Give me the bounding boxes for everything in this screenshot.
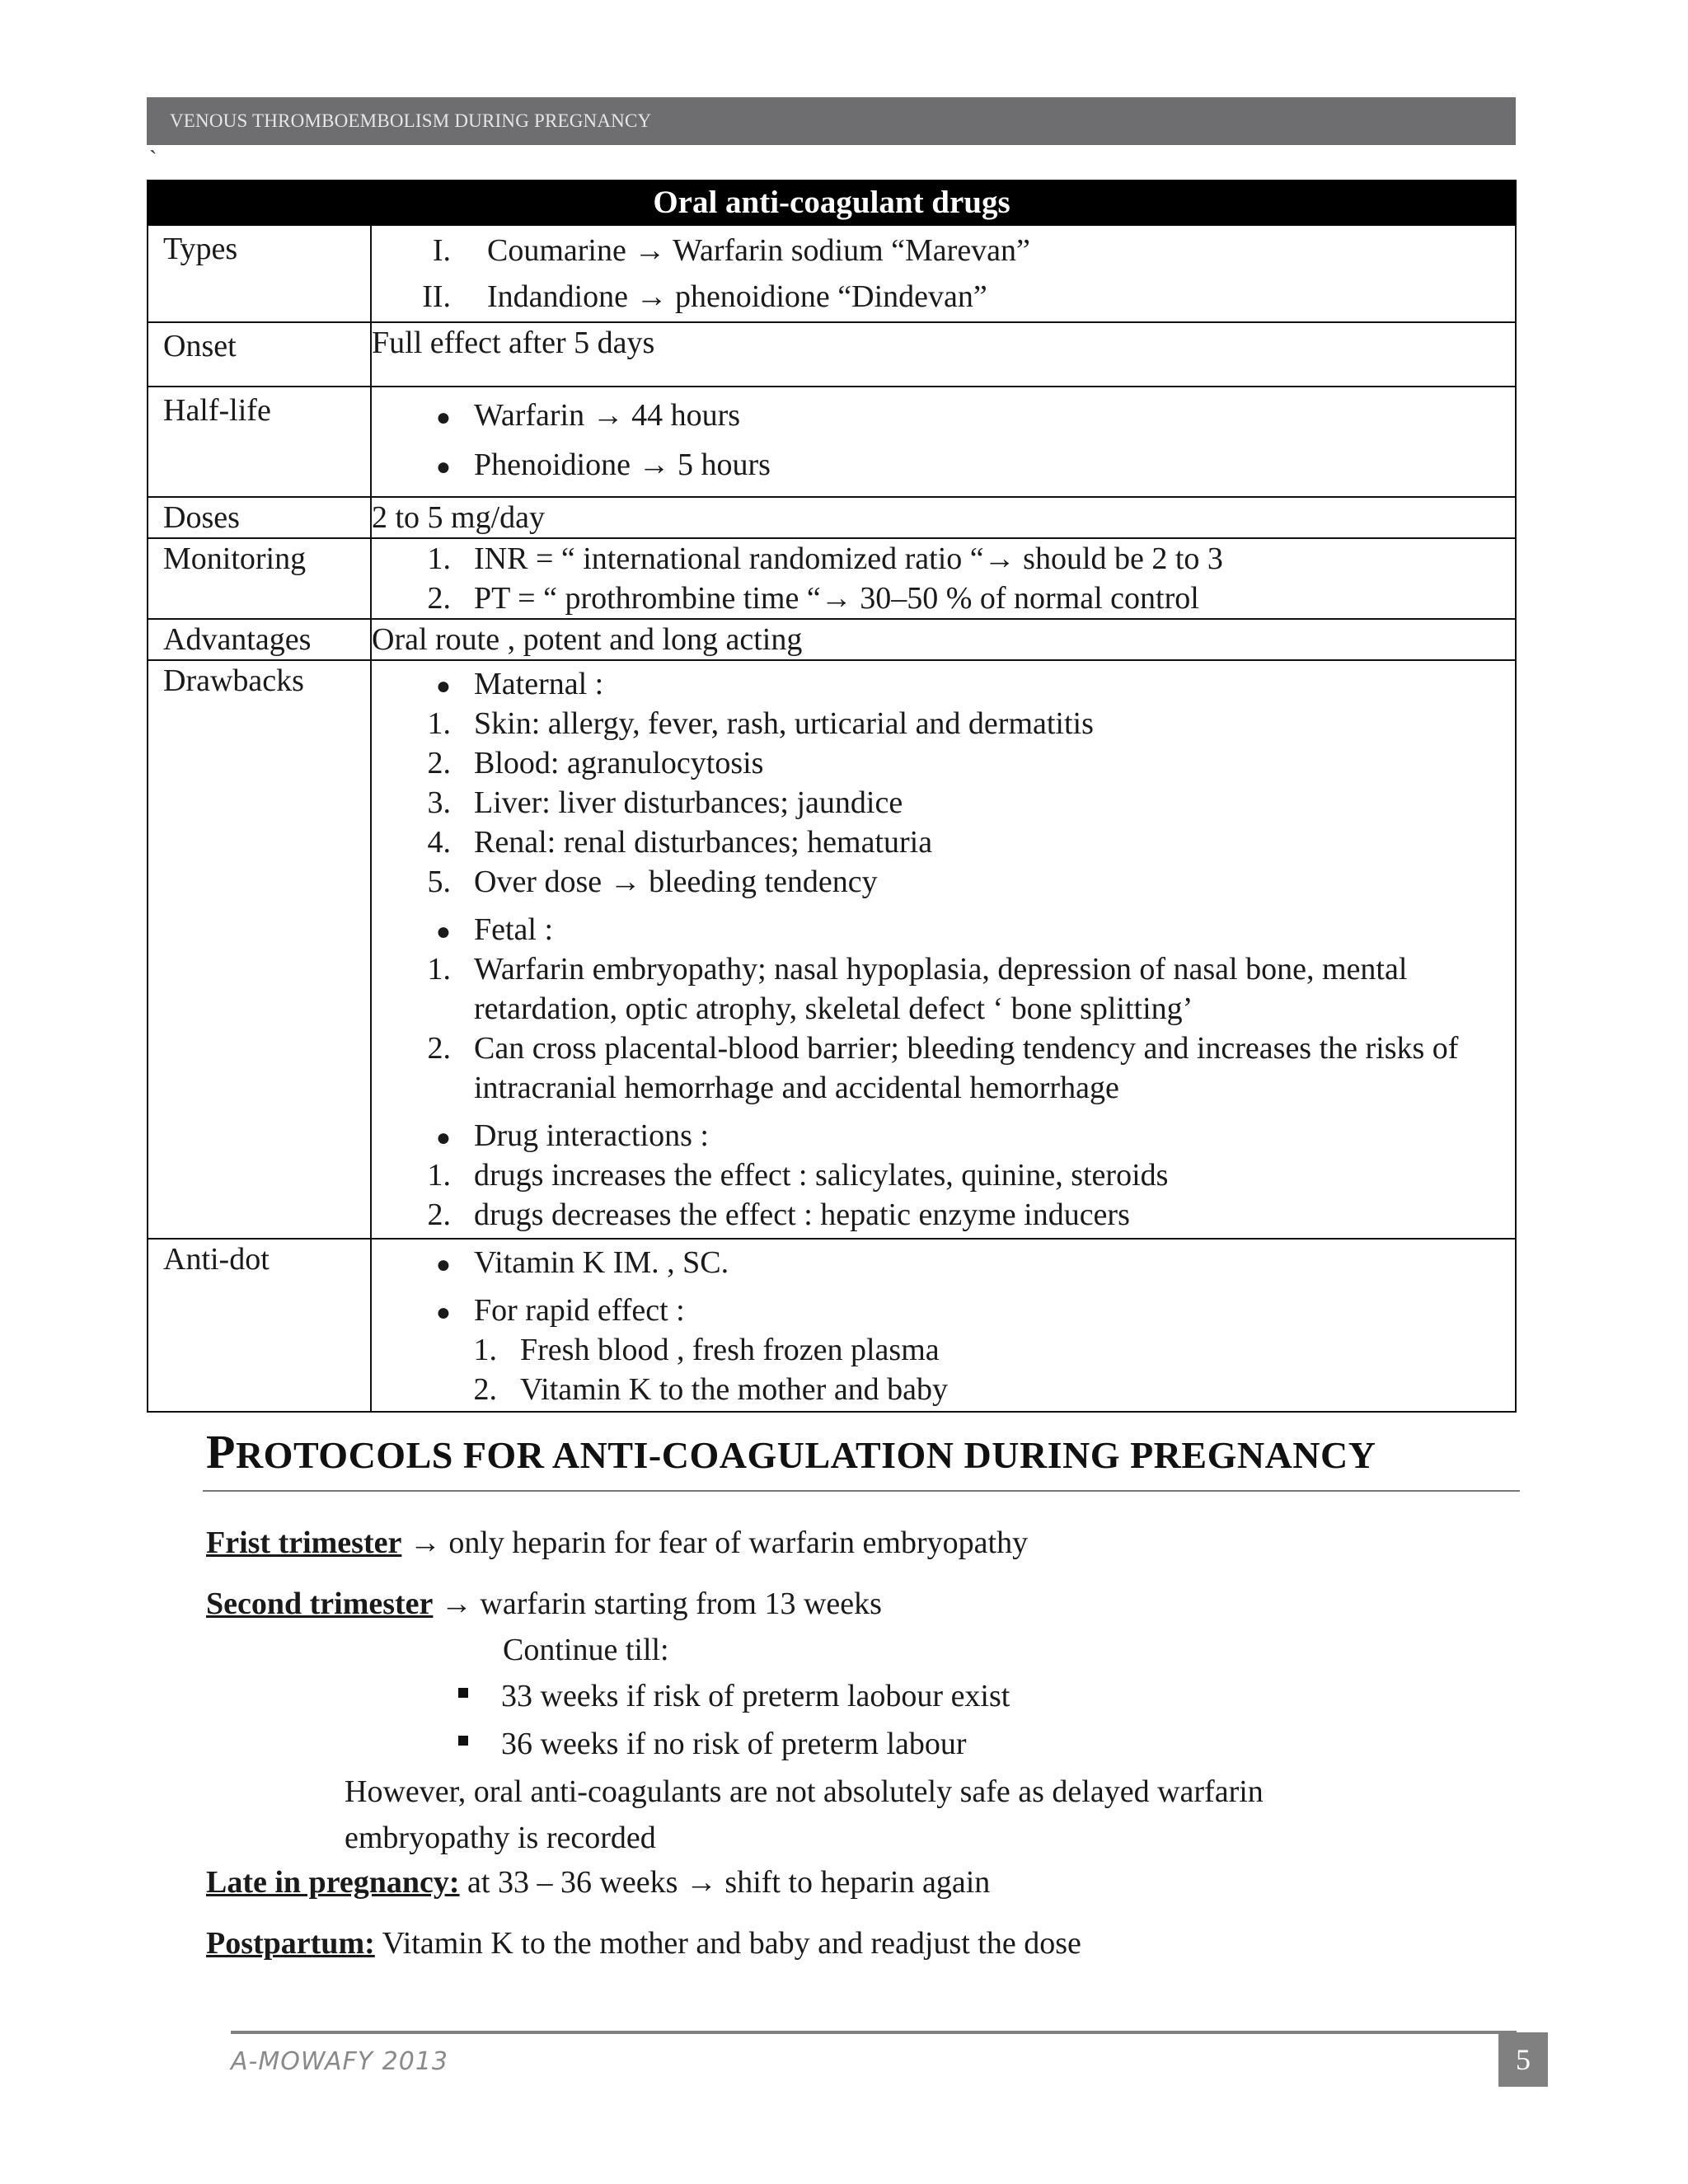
protocol-note: However, oral anti-coagulants are not absolutely safe as delayed warfarin xyxy=(345,1774,1264,1809)
list-item: Liver: liver disturbances; jaundice xyxy=(474,785,903,820)
square-bullet-icon xyxy=(458,1688,468,1698)
protocol-first-trimester xyxy=(206,1523,1028,1563)
protocol-second-trimester xyxy=(206,1584,882,1624)
list-marker: 3. xyxy=(427,785,451,820)
list-item: Blood: agranulocytosis xyxy=(474,746,764,780)
table-row xyxy=(148,619,1516,660)
table-row xyxy=(148,1239,1516,1412)
list-item: drugs decreases the effect : hepatic enzyme inducers xyxy=(474,1197,1130,1232)
list-item: Vitamin K IM. , SC. xyxy=(474,1245,729,1280)
row-value-monitoring xyxy=(371,538,1516,619)
oral-anticoagulant-table xyxy=(147,180,1517,1413)
protocol-text: → only heparin for fear of warfarin embryopathy xyxy=(401,1526,1029,1560)
list-item: Indandione → phenoidione “Dindevan” xyxy=(487,279,987,314)
drawbacks-maternal-heading: Maternal : xyxy=(474,667,604,701)
protocol-text: → warfarin starting from 13 weeks xyxy=(433,1586,882,1621)
row-value-drawbacks xyxy=(371,660,1516,1239)
list-marker: 2. xyxy=(427,1031,451,1066)
list-marker: 1. xyxy=(427,1158,451,1193)
list-marker: 1. xyxy=(427,541,451,576)
page-number: 5 xyxy=(1498,2032,1548,2087)
list-item: Vitamin K to the mother and baby xyxy=(520,1372,949,1407)
list-item: For rapid effect : xyxy=(474,1293,685,1328)
list-marker: 1. xyxy=(473,1333,497,1367)
row-label-onset: Onset xyxy=(148,322,371,387)
table-title: Oral anti-coagulant drugs xyxy=(148,180,1516,225)
row-label-monitoring: Monitoring xyxy=(148,538,371,619)
bullet-icon: ● xyxy=(435,453,451,480)
protocol-label: Postpartum: xyxy=(206,1926,375,1961)
drawbacks-interactions-heading: Drug interactions : xyxy=(474,1118,709,1153)
row-label-antidote: Anti-dot xyxy=(148,1239,371,1412)
list-marker: 1. xyxy=(427,952,451,987)
table-row xyxy=(148,225,1516,322)
row-label-half-life: Half-life xyxy=(148,387,371,497)
row-label-types: Types xyxy=(148,225,371,322)
table-row xyxy=(148,387,1516,497)
bullet-icon: ● xyxy=(435,1124,451,1151)
row-label-doses: Doses xyxy=(148,497,371,538)
footer-divider xyxy=(231,2031,1517,2034)
list-marker: 2. xyxy=(427,1197,451,1232)
stray-mark: ` xyxy=(149,147,157,172)
table-row xyxy=(148,660,1516,1239)
row-value-half-life xyxy=(371,387,1516,497)
list-item: Over dose → bleeding tendency xyxy=(474,865,878,899)
bullet-icon: ● xyxy=(435,1299,451,1326)
list-item: INR = “ international randomized ratio “→ should be 2 to 3 xyxy=(474,541,1223,576)
list-marker: 1. xyxy=(427,706,451,741)
running-header: VENOUS THROMBOEMBOLISM DURING PREGNANCY xyxy=(147,97,1516,145)
row-value-antidote xyxy=(371,1239,1516,1412)
protocol-note: embryopathy is recorded xyxy=(345,1821,656,1855)
protocol-label: Second trimester xyxy=(206,1586,434,1621)
protocol-postpartum xyxy=(206,1924,1081,1963)
footer-author: A-MOWAFY 2013 xyxy=(231,2047,449,2076)
bullet-icon: ● xyxy=(435,404,451,431)
list-marker: 2. xyxy=(427,581,451,616)
list-item: Warfarin → 44 hours xyxy=(474,398,741,433)
list-item: Fresh blood , fresh frozen plasma xyxy=(520,1333,940,1367)
list-item: Can cross placental-blood barrier; bleeding tendency and increases the risks of intracranial hemorrhage and accidental hemorrhage xyxy=(474,1031,1459,1105)
protocol-label: Frist trimester xyxy=(206,1526,402,1560)
list-item: Warfarin embryopathy; nasal hypoplasia, depression of nasal bone, mental retardation, optic atrophy, skeletal defect ‘ bone splitting’ xyxy=(474,952,1408,1026)
bullet-icon: ● xyxy=(435,1251,451,1278)
protocol-option: 33 weeks if risk of preterm laobour exist xyxy=(458,1676,1010,1716)
section-heading: PROTOCOLS FOR ANTI-COAGULATION DURING PREGNANCY xyxy=(206,1425,1376,1479)
bullet-icon: ● xyxy=(435,673,451,700)
list-marker: II. xyxy=(422,279,451,314)
list-item: Phenoidione → 5 hours xyxy=(474,448,771,482)
list-marker: I. xyxy=(432,233,451,268)
row-label-advantages: Advantages xyxy=(148,619,371,660)
list-marker: 2. xyxy=(473,1372,497,1407)
protocol-late-pregnancy xyxy=(206,1863,990,1902)
table-row xyxy=(148,322,1516,387)
list-marker: 4. xyxy=(427,825,451,860)
protocol-text: Vitamin K to the mother and baby and readjust the dose xyxy=(374,1926,1081,1961)
drawbacks-fetal-heading: Fetal : xyxy=(474,912,554,947)
row-value-advantages: Oral route , potent and long acting xyxy=(371,619,1516,660)
row-value-types xyxy=(371,225,1516,322)
protocol-label: Late in pregnancy: xyxy=(206,1865,460,1900)
section-divider xyxy=(203,1490,1520,1492)
protocol-continue: Continue till: xyxy=(503,1633,669,1667)
square-bullet-icon xyxy=(458,1736,468,1746)
bullet-icon: ● xyxy=(435,918,451,945)
list-item: Skin: allergy, fever, rash, urticarial and dermatitis xyxy=(474,706,1094,741)
protocol-text: at 33 – 36 weeks → shift to heparin again xyxy=(459,1865,991,1900)
table-row xyxy=(148,497,1516,538)
list-item: drugs increases the effect : salicylates, quinine, steroids xyxy=(474,1158,1169,1193)
list-marker: 2. xyxy=(427,746,451,780)
row-label-drawbacks: Drawbacks xyxy=(148,660,371,1239)
list-marker: 5. xyxy=(427,865,451,899)
list-item: Coumarine → Warfarin sodium “Marevan” xyxy=(487,233,1030,268)
row-value-doses: 2 to 5 mg/day xyxy=(371,497,1516,538)
list-item: PT = “ prothrombine time “→ 30–50 % of normal control xyxy=(474,581,1199,616)
row-value-onset: Full effect after 5 days xyxy=(371,322,1516,387)
table-row xyxy=(148,538,1516,619)
protocol-option: 36 weeks if no risk of preterm labour xyxy=(458,1724,967,1764)
list-item: Renal: renal disturbances; hematuria xyxy=(474,825,933,860)
